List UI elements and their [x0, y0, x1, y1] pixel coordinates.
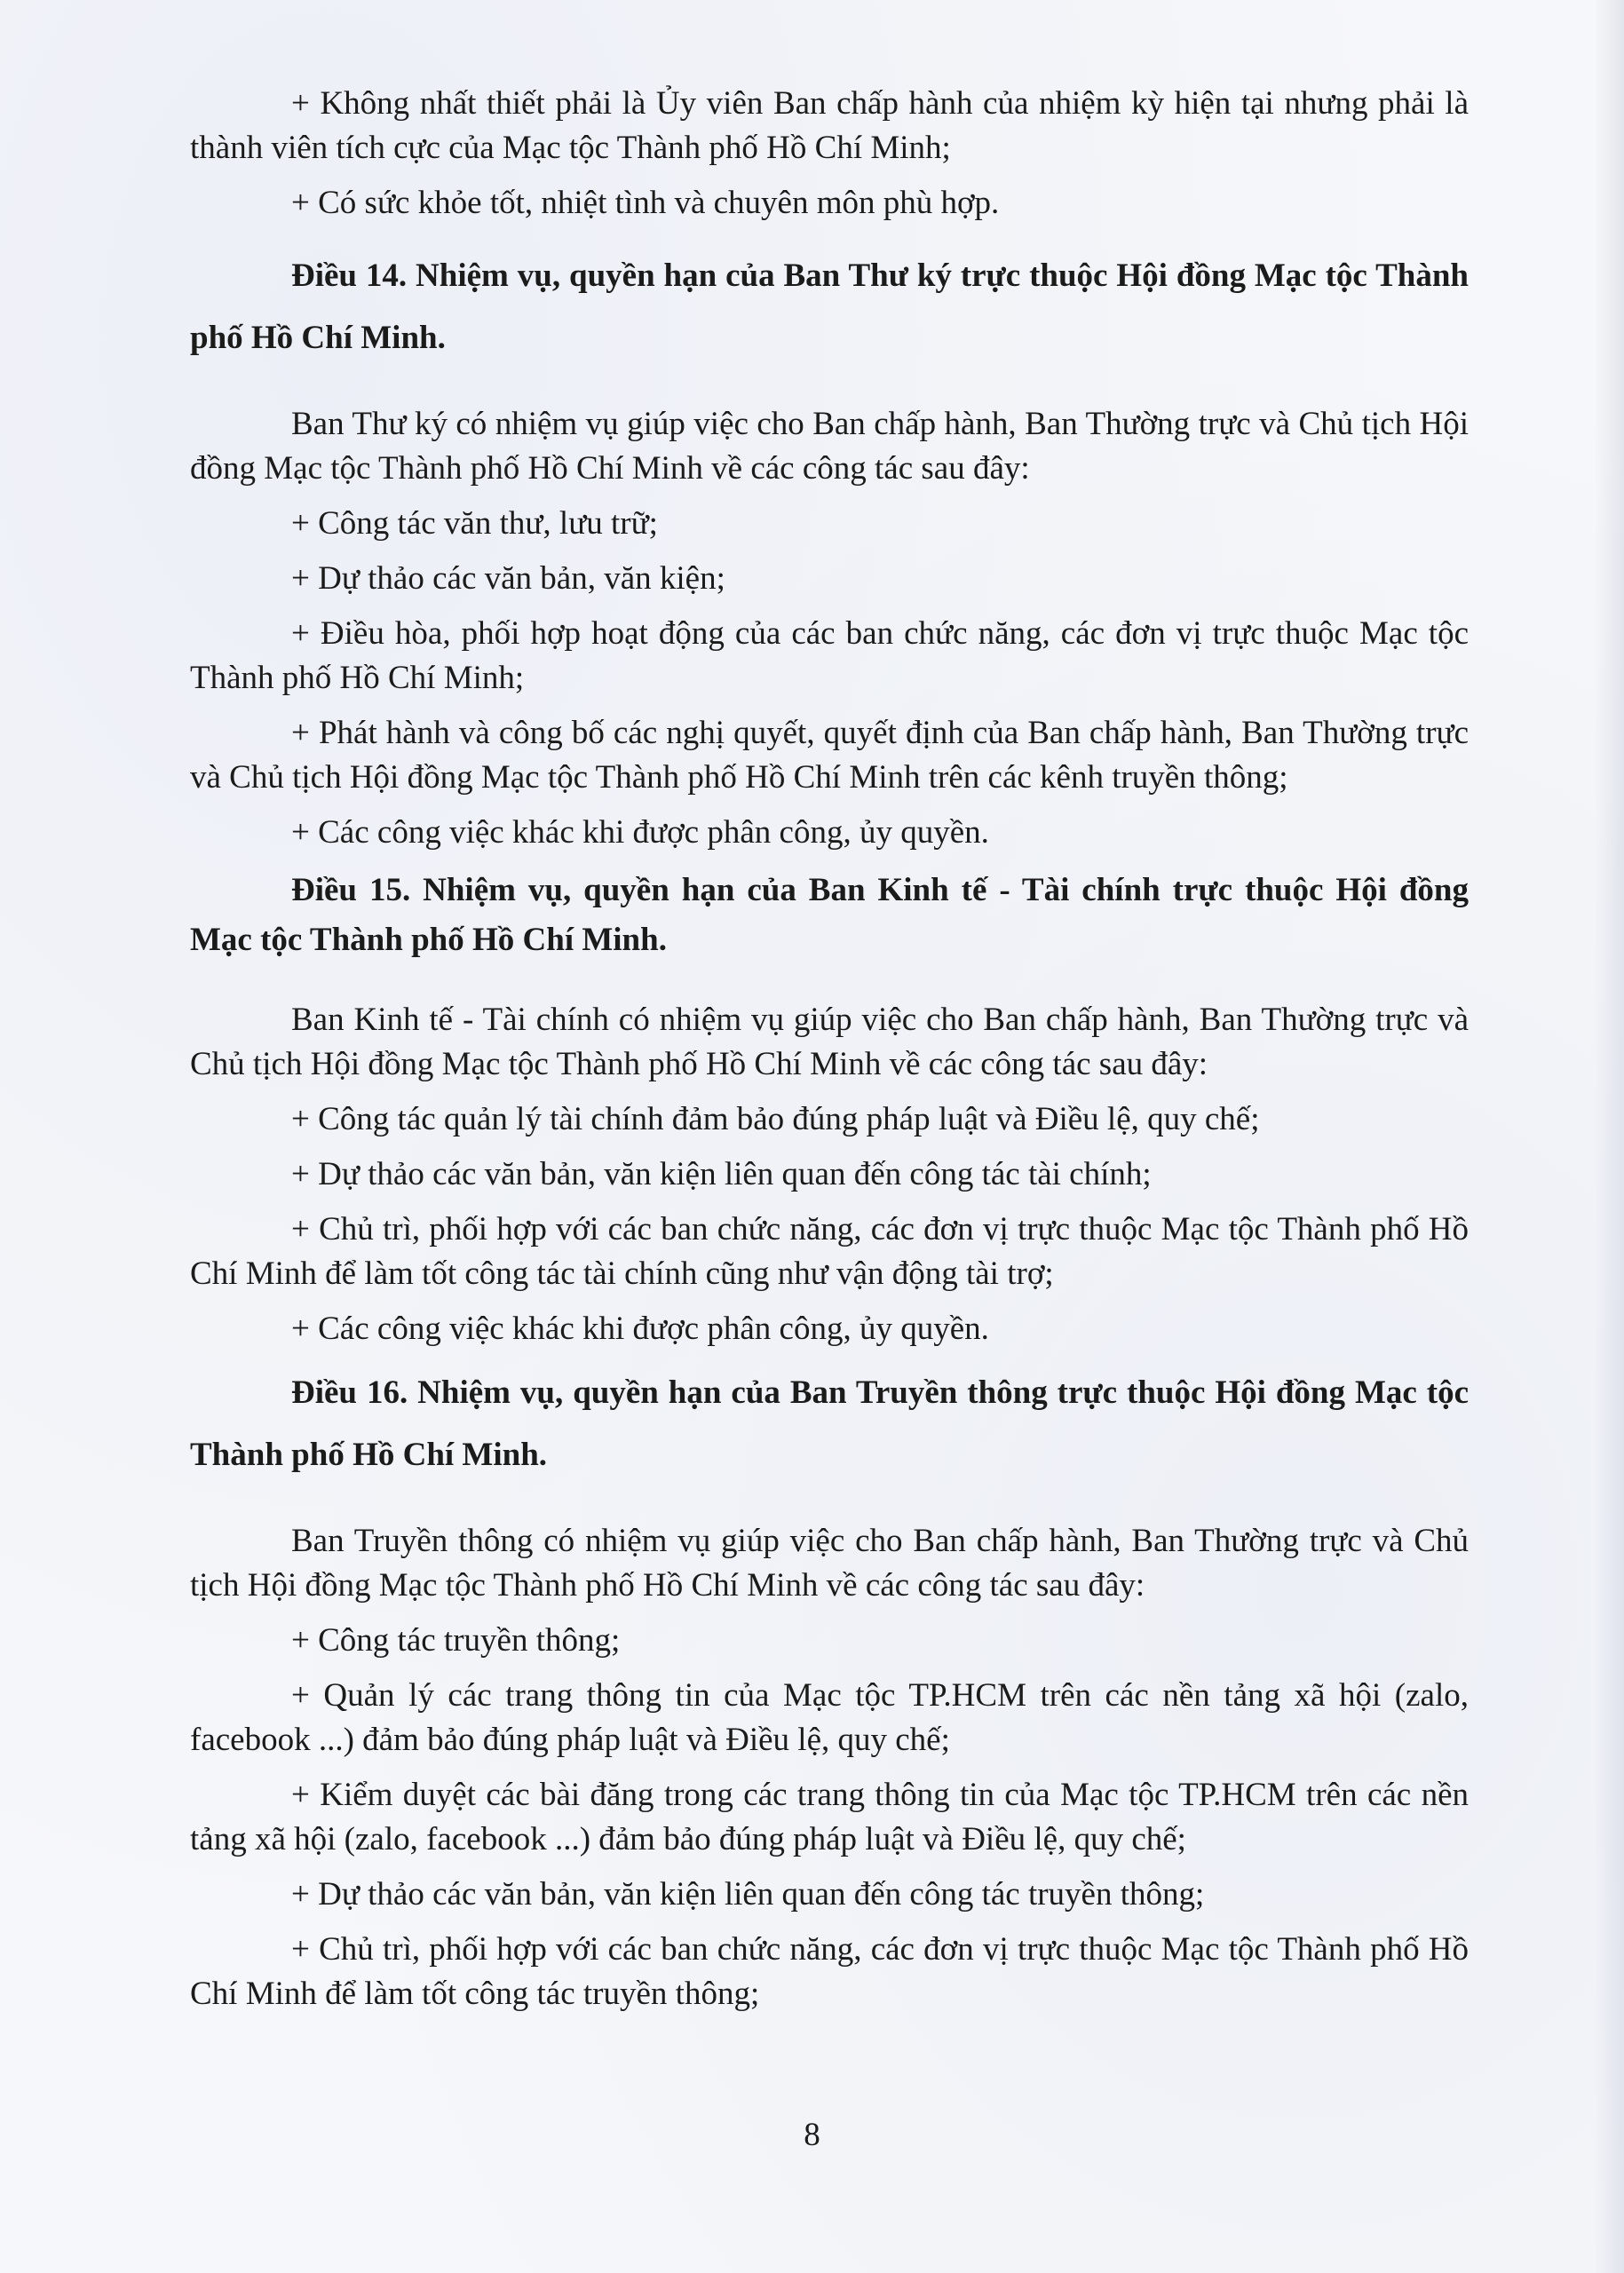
article-16-item-coordination: + Chủ trì, phối hợp với các ban chức năng, các đơn vị trực thuộc Mạc tộc Thành phố Hồ Chí Minh để làm tốt công tác truyền thông; — [190, 1931, 1469, 2012]
article-14-item-other: + Các công việc khác khi được phân công, ủy quyền. — [291, 814, 989, 851]
article-16-heading: Điều 16. Nhiệm vụ, quyền hạn của Ban Truyền thông trực thuộc Hội đồng Mạc tộc Thành phố Hồ Chí Minh. — [190, 1374, 1469, 1473]
article-15-intro: Ban Kinh tế - Tài chính có nhiệm vụ giúp việc cho Ban chấp hành, Ban Thường trực và Chủ tịch Hội đồng Mạc tộc Thành phố Hồ Chí Minh về các công tác sau đây: — [190, 1002, 1469, 1082]
article-16-item-communication: + Công tác truyền thông; — [291, 1622, 621, 1659]
article-15-item-drafting: + Dự thảo các văn bản, văn kiện liên quan đến công tác tài chính; — [291, 1156, 1152, 1192]
article-15-item-finance-management: + Công tác quản lý tài chính đảm bảo đúng pháp luật và Điều lệ, quy chế; — [291, 1101, 1260, 1137]
article-14-heading: Điều 14. Nhiệm vụ, quyền hạn của Ban Thư ký trực thuộc Hội đồng Mạc tộc Thành phố Hồ Chí Minh. — [190, 257, 1469, 356]
article-15-item-other: + Các công việc khác khi được phân công, ủy quyền. — [291, 1311, 989, 1347]
paragraph-eligibility-health: + Có sức khỏe tốt, nhiệt tình và chuyên môn phù hợp. — [291, 185, 1000, 221]
article-14-intro: Ban Thư ký có nhiệm vụ giúp việc cho Ban chấp hành, Ban Thường trực và Chủ tịch Hội đồng Mạc tộc Thành phố Hồ Chí Minh về các công tác sau đây: — [190, 406, 1469, 487]
article-14-item-archives: + Công tác văn thư, lưu trữ; — [291, 505, 658, 542]
article-15-item-fundraising: + Chủ trì, phối hợp với các ban chức năng, các đơn vị trực thuộc Mạc tộc Thành phố Hồ Chí Minh để làm tốt công tác tài chính cũng như vận động tài trợ; — [190, 1211, 1469, 1292]
article-16-item-moderation: + Kiểm duyệt các bài đăng trong các trang thông tin của Mạc tộc TP.HCM trên các nền tảng xã hội (zalo, facebook ...) đảm bảo đúng pháp luật và Điều lệ, quy chế; — [190, 1777, 1469, 1857]
page-edge-shadow — [1594, 0, 1624, 2273]
article-14-item-drafting: + Dự thảo các văn bản, văn kiện; — [291, 560, 725, 597]
article-16-intro: Ban Truyền thông có nhiệm vụ giúp việc cho Ban chấp hành, Ban Thường trực và Chủ tịch Hội đồng Mạc tộc Thành phố Hồ Chí Minh về các công tác sau đây: — [190, 1523, 1469, 1604]
page-number: 8 — [804, 2117, 820, 2153]
article-16-item-manage-pages: + Quản lý các trang thông tin của Mạc tộc TP.HCM trên các nền tảng xã hội (zalo, facebook ...) đảm bảo đúng pháp luật và Điều lệ, quy chế; — [190, 1677, 1469, 1758]
paragraph-eligibility-member: + Không nhất thiết phải là Ủy viên Ban chấp hành của nhiệm kỳ hiện tại nhưng phải là thành viên tích cực của Mạc tộc Thành phố Hồ Chí Minh; — [190, 85, 1469, 166]
document-body — [190, 82, 1469, 2016]
article-16-item-drafting: + Dự thảo các văn bản, văn kiện liên quan đến công tác truyền thông; — [291, 1876, 1205, 1913]
article-14-item-coordination: + Điều hòa, phối hợp hoạt động của các ban chức năng, các đơn vị trực thuộc Mạc tộc Thành phố Hồ Chí Minh; — [190, 615, 1469, 696]
article-14-item-publishing: + Phát hành và công bố các nghị quyết, quyết định của Ban chấp hành, Ban Thường trực và Chủ tịch Hội đồng Mạc tộc Thành phố Hồ Chí Minh trên các kênh truyền thông; — [190, 715, 1469, 796]
article-15-heading: Điều 15. Nhiệm vụ, quyền hạn của Ban Kinh tế - Tài chính trực thuộc Hội đồng Mạc tộc Thành phố Hồ Chí Minh. — [190, 872, 1469, 958]
